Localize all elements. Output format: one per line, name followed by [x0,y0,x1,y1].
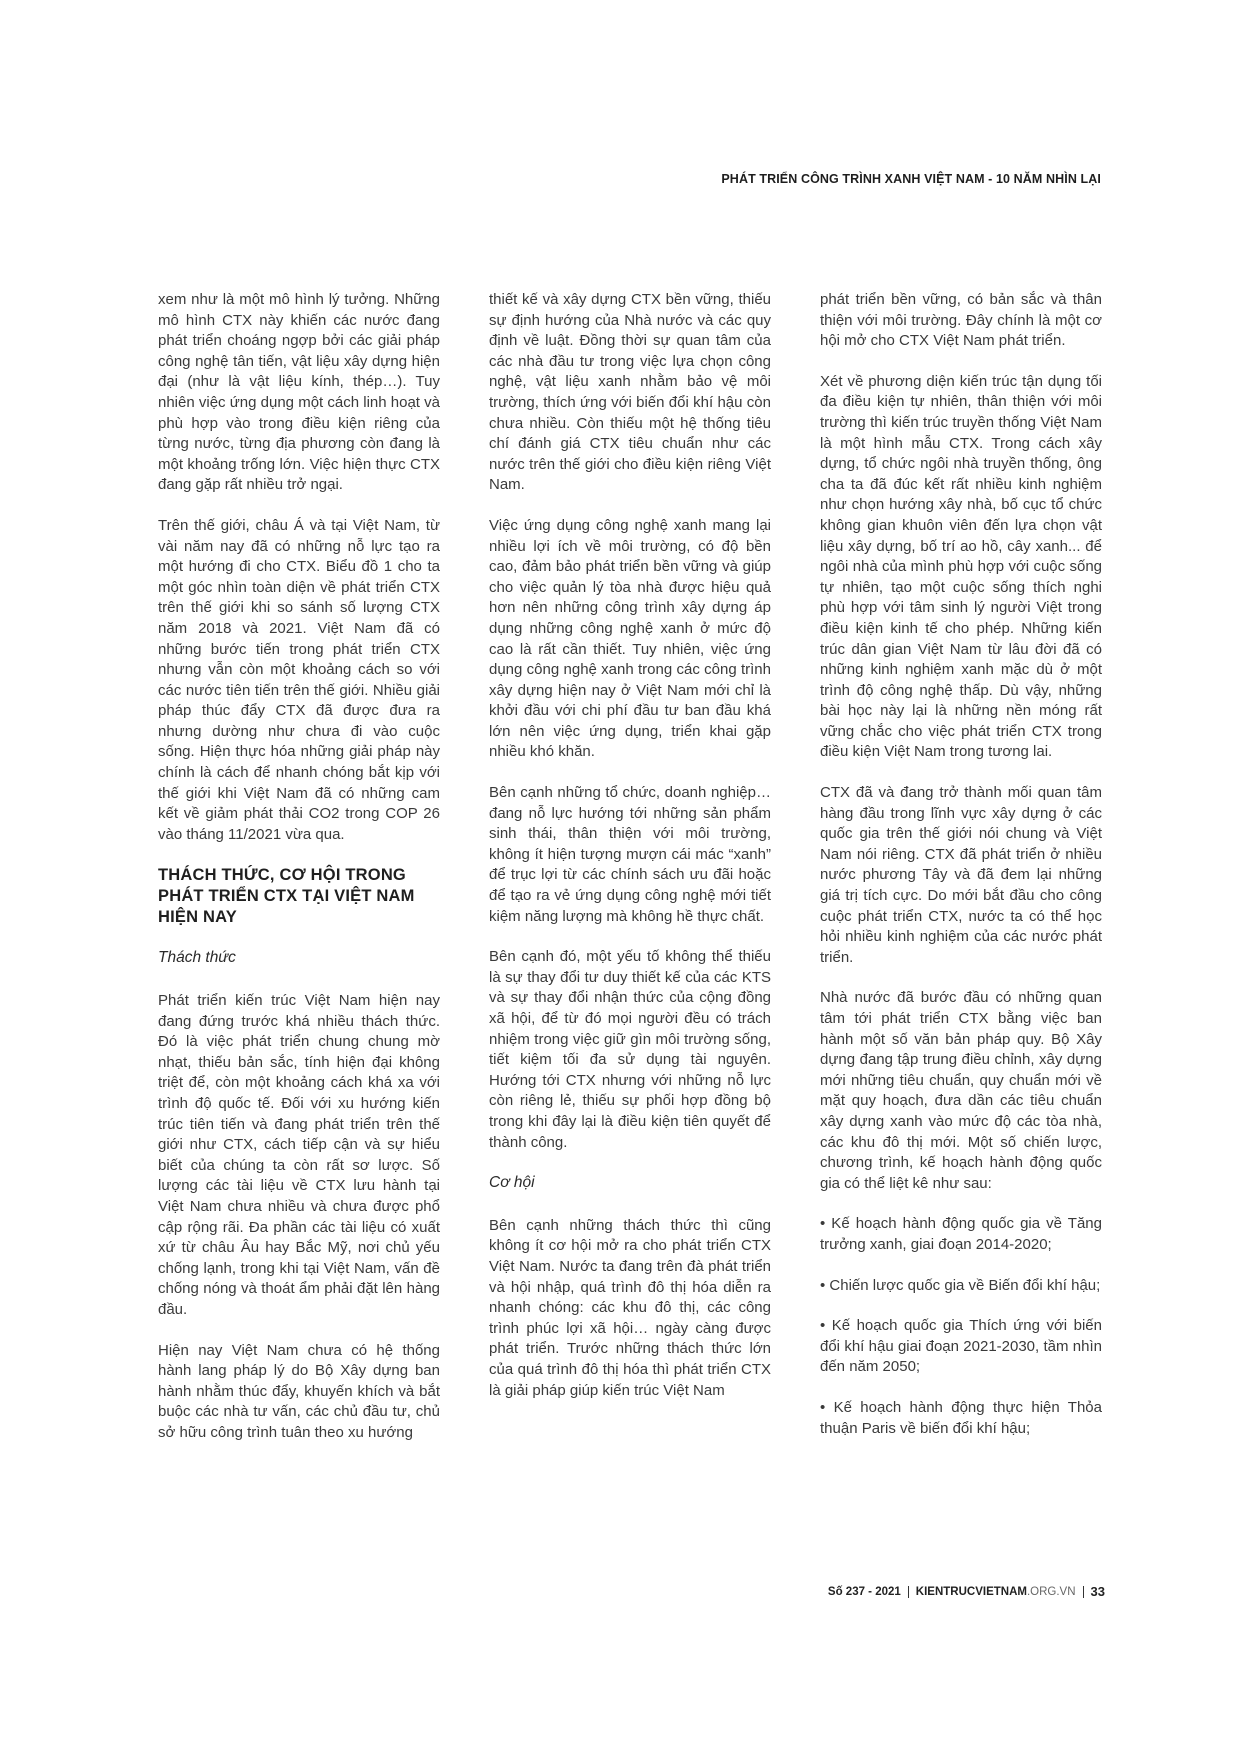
running-head: PHÁT TRIỂN CÔNG TRÌNH XANH VIỆT NAM - 10 NĂM NHÌN LẠI [721,172,1101,186]
issue-number: Số 237 - 2021 [828,1586,909,1598]
subsection-heading: Thách thức [158,949,236,967]
paragraph: Nhà nước đã bước đầu có những quan tâm tới phát triển CTX bằng việc ban hành một số văn bản pháp quy. Bộ Xây dựng đang tập trung điều chỉnh, xây dựng mới những tiêu chuẩn, quy chuẩn mới về mặt quy hoạch, đưa dần các tiêu chuẩn xây dựng xanh vào mức độ các tòa nhà, các khu đô thị mới. Một số chiến lược, chương trình, kế hoạch hành động quốc gia có thể liệt kê như sau: [820,989,1102,1192]
website-domain: .ORG.VN [1026,1585,1076,1598]
paragraph: Bên cạnh những tổ chức, doanh nghiệp… đang nỗ lực hướng tới những sản phẩm sinh thái, thân thiện với môi trường, không ít hiện tượng mượn cái mác “xanh” để trục lợi từ các chính sách ưu đãi hoặc để tạo ra vẻ ứng dụng công nghệ mới tiết kiệm năng lượng mà không hề thực chất. [489,784,771,925]
paragraph: Hiện nay Việt Nam chưa có hệ thống hành lang pháp lý do Bộ Xây dựng ban hành nhằm thúc đẩy, khuyến khích và bắt buộc các nhà tư vấn, các chủ đầu tư, chủ sở hữu công trình tuân theo xu hướng [158,1341,440,1441]
paragraph: Bên cạnh những thách thức thì cũng không ít cơ hội mở ra cho phát triển CTX Việt Nam. Nước ta đang trên đà phát triển và hội nhập, quá trình đô thị hóa diễn ra nhanh chóng: các khu đô thị, các công trình phúc lợi xã hội… ngày càng được phát triển. Trước những thách thức lớn của quá trình đô thị hóa thì phát triển CTX là giải pháp giúp kiến trúc Việt Nam [489,1216,771,1399]
paragraph: Xét về phương diện kiến trúc tận dụng tối đa điều kiện tự nhiên, thân thiện với môi trường thì kiến trúc truyền thống Việt Nam là một hình mẫu CTX. Trong cách xây dựng, tổ chức ngôi nhà truyền thống, ông cha ta đã đúc kết rất nhiều kinh nghiệm như chọn hướng xây nhà, bố cục tổ chức không gian khuôn viên đến lựa chọn vật liệu xây dựng, bố trí ao hồ, cây xanh... để ngôi nhà của mình phù hợp với cuộc sống tự nhiên, tạo một cuộc sống thích nghi phù hợp với tâm sinh lý người Việt trong điều kiện kinh tế cho phép. Những kiến trúc dân gian Việt Nam từ lâu đời đã có những kinh nghiệm xanh mặc dù ở một trình độ công nghệ thấp. Dù vậy, những bài học này lại là những nền móng rất vững chắc cho việc phát triển CTX trong điều kiện Việt Nam trong tương lai. [820,372,1102,761]
paragraph: Trên thế giới, châu Á và tại Việt Nam, từ vài năm nay đã có những nỗ lực tạo ra một hướng đi cho CTX. Biểu đồ 1 cho ta một góc nhìn toàn diện về phát triển CTX trên thế giới khi so sánh số lượng CTX năm 2018 và 2021. Việt Nam đã có những bước tiến trong phát triển CTX nhưng vẫn còn một khoảng cách so với các nước tiên tiến trên thế giới. Nhiều giải pháp thúc đẩy CTX đã được đưa ra nhưng dường như chưa đi vào cuộc sống. Hiện thực hóa những giải pháp này chính là cách để nhanh chóng bắt kịp với thế giới khi Việt Nam đã có những cam kết về giảm phát thải CO2 trong COP 26 vào tháng 11/2021 vừa qua. [158,516,440,843]
website-name: KIENTRUCVIETNAM [915,1585,1027,1598]
paragraph: CTX đã và đang trở thành mối quan tâm hàng đầu trong lĩnh vực xây dựng ở các quốc gia trên thế giới nói chung và Việt Nam nói riêng. CTX đã phát triển ở nhiều nước phương Tây và đã đem lại những giá trị tích cực. Do mới bắt đầu cho công cuộc phát triển CTX, nước ta có thể học hỏi nhiều kinh nghiệm của các nước phát triển. [820,784,1102,966]
list-item: • Kế hoạch quốc gia Thích ứng với biến đổi khí hậu giai đoạn 2021-2030, tầm nhìn đến năm 2050; [820,1317,1102,1376]
page-number: 33 [1090,1584,1105,1599]
website-link[interactable] [909,1586,1084,1598]
page-footer [828,1584,1105,1599]
paragraph: phát triển bền vững, có bản sắc và thân thiện với môi trường. Đây chính là một cơ hội mở cho CTX Việt Nam phát triển. [820,291,1102,350]
paragraph: Bên cạnh đó, một yếu tố không thể thiếu là sự thay đổi tư duy thiết kế của các KTS và sự thay đổi nhận thức của cộng đồng xã hội, để từ đó mọi người đều có trách nhiệm trong việc giữ gìn môi trường sống, tiết kiệm tối đa sử dụng tài nguyên. Hướng tới CTX nhưng với những nỗ lực còn riêng lẻ, thiếu sự phối hợp đồng bộ trong khi đây lại là điều kiện tiên quyết để thành công. [489,948,771,1151]
column-3 [820,290,1102,1580]
paragraph: thiết kế và xây dựng CTX bền vững, thiếu sự định hướng của Nhà nước và các quy định về luật. Đồng thời sự quan tâm của các nhà đầu tư trong việc lựa chọn công nghệ, vật liệu xanh nhằm bảo vệ môi trường, thích ứng với biến đổi khí hậu còn chưa nhiều. Còn thiếu một hệ thống tiêu chí đánh giá CTX tiêu chuẩn như các nước trên thế giới cho điều kiện riêng Việt Nam. [489,291,771,494]
list-item: • Chiến lược quốc gia về Biến đổi khí hậu; [820,1276,1101,1294]
paragraph: xem như là một mô hình lý tưởng. Những mô hình CTX này khiến các nước đang phát triển choáng ngợp bởi các giải pháp công nghệ tân tiến, vật liệu xây dựng hiện đại (như là vật liệu kính, thép…). Tuy nhiên việc ứng dụng một cách linh hoạt và phù hợp vào trong điều kiện riêng của từng nước, từng địa phương còn đang là một khoảng trống lớn. Việc hiện thực CTX đang gặp rất nhiều trở ngại. [158,291,440,494]
paragraph: Việc ứng dụng công nghệ xanh mang lại nhiều lợi ích về môi trường, có độ bền cao, đảm bảo phát triển bền vững và giúp cho việc quản lý tòa nhà được hiệu quả hơn nên những công trình xây dựng áp dụng những công nghệ xanh ở mức độ cao là rất cần thiết. Tuy nhiên, việc ứng dụng công nghệ xanh trong các công trình xây dựng hiện nay ở Việt Nam mới chỉ là khởi đầu với chi phí đầu tư ban đầu khá lớn nên việc ứng dụng, triển khai gặp nhiều khó khăn. [489,516,771,761]
paragraph: Phát triển kiến trúc Việt Nam hiện nay đang đứng trước khá nhiều thách thức. Đó là việc phát triển chung chung mờ nhạt, thiếu bản sắc, tính hiện đại không triệt để, còn một khoảng cách khá xa với trình độ quốc tế. Đối với xu hướng kiến trúc tiên tiến và đang phát triển trên thế giới như CTX, cách tiếp cận và sự hiểu biết của chúng ta còn rất sơ lược. Số lượng các tài liệu về CTX lưu hành tại Việt Nam chưa nhiều và chưa được phổ cập rộng rãi. Đa phần các tài liệu có xuất xứ từ châu Âu hay Bắc Mỹ, nơi chủ yếu chống lạnh, trong khi tại Việt Nam, vấn đề chống nóng và thoát ẩm phải đặt lên hàng đầu. [158,992,440,1318]
section-heading: THÁCH THỨC, CƠ HỘI TRONG PHÁT TRIỂN CTX TẠI VIỆT NAM HIỆN NAY [158,866,415,927]
subsection-heading: Cơ hội [489,1174,535,1192]
column-1 [158,290,440,1580]
article-body [158,290,1102,1580]
list-item: • Kế hoạch hành động quốc gia về Tăng trưởng xanh, giai đoạn 2014-2020; [820,1215,1102,1253]
list-item: • Kế hoạch hành động thực hiện Thỏa thuận Paris về biến đổi khí hậu; [820,1398,1102,1437]
column-2 [489,290,771,1580]
